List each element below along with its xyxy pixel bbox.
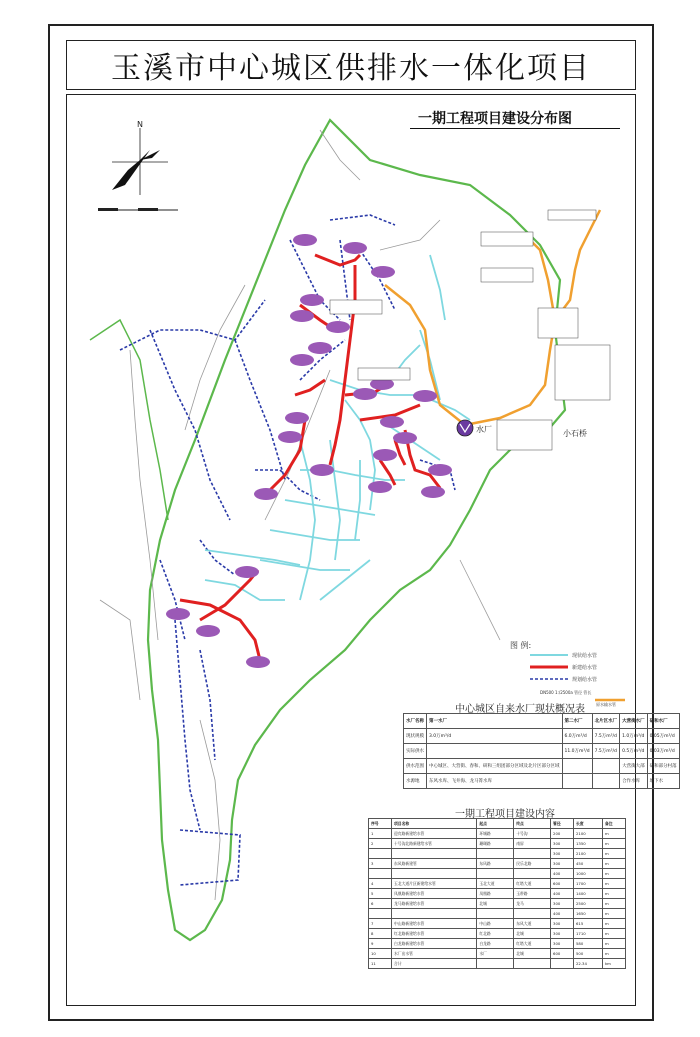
project-table-row bbox=[369, 859, 626, 869]
project-table-cell bbox=[369, 869, 392, 879]
project-table-row bbox=[369, 869, 626, 879]
project-table-cell: m bbox=[602, 849, 625, 859]
plant-table-cell: 7.5万m³/d bbox=[592, 729, 620, 744]
zone-marker bbox=[353, 388, 377, 400]
project-table-cell: 450 bbox=[574, 859, 603, 869]
project-table-cell bbox=[477, 869, 514, 879]
project-table-cell: 北城 bbox=[514, 929, 551, 939]
project-table-cell: 600 bbox=[551, 949, 574, 959]
legend-existing-label: 现状给水管 bbox=[572, 653, 598, 659]
project-table-row bbox=[369, 939, 626, 949]
project-table-cell: 环城路 bbox=[477, 829, 514, 839]
project-table-cell: 400 bbox=[551, 909, 574, 919]
table2-title: 一期工程项目建设内容 bbox=[455, 809, 555, 820]
project-table-cell: 中山路 bbox=[477, 919, 514, 929]
project-table-cell: 300 bbox=[551, 929, 574, 939]
water-plant-marker bbox=[457, 420, 473, 436]
legend-title: 图 例: bbox=[510, 641, 532, 650]
project-table-cell: 玉北大道 bbox=[477, 879, 514, 889]
project-table-header-row bbox=[369, 819, 626, 829]
project-table-cell: 1650 bbox=[574, 909, 603, 919]
zone-marker bbox=[310, 464, 334, 476]
project-table-row bbox=[369, 839, 626, 849]
project-table-header-cell: 管径 bbox=[551, 819, 574, 829]
project-table-cell: m bbox=[602, 909, 625, 919]
zone-marker bbox=[196, 625, 220, 637]
project-table-row bbox=[369, 849, 626, 859]
project-table-cell: m bbox=[602, 829, 625, 839]
project-table-cell: 玉带路 bbox=[514, 889, 551, 899]
project-table-cell: 北城 bbox=[477, 899, 514, 909]
project-table-cell: 200 bbox=[551, 829, 574, 839]
project-table-cell: 白龙路 bbox=[477, 939, 514, 949]
project-table-cell bbox=[514, 869, 551, 879]
project-table-cell: 22.34 bbox=[574, 959, 603, 969]
zone-marker bbox=[413, 390, 437, 402]
plant-table-cell: 现状规模 bbox=[404, 729, 427, 744]
project-table-cell: km bbox=[602, 959, 625, 969]
project-table-cell: 1400 bbox=[574, 889, 603, 899]
project-table-cell: 水厂 bbox=[477, 949, 514, 959]
project-table-cell bbox=[391, 909, 476, 919]
project-table-cell: 600 bbox=[551, 879, 574, 889]
project-table-cell bbox=[514, 849, 551, 859]
project-table-cell: 龙马 bbox=[514, 899, 551, 909]
project-table-cell: 东风路 bbox=[477, 859, 514, 869]
plant-table-cell: 水源地 bbox=[404, 774, 427, 789]
project-table-cell: 4 bbox=[369, 879, 392, 889]
project-table-cell: 民乐北路 bbox=[514, 859, 551, 869]
project-table-cell: 红塔大道 bbox=[514, 939, 551, 949]
project-table-cell bbox=[514, 909, 551, 919]
project-table-cell: 580 bbox=[574, 939, 603, 949]
plant-table-cell: 0.05万m³/d bbox=[647, 729, 679, 744]
project-table-cell: m bbox=[602, 889, 625, 899]
plant-table-row bbox=[404, 774, 680, 789]
project-table-row bbox=[369, 899, 626, 909]
zone-marker bbox=[380, 416, 404, 428]
project-table-cell: m bbox=[602, 949, 625, 959]
zone-marker bbox=[246, 656, 270, 668]
project-table-cell: 1710 bbox=[574, 929, 603, 939]
project-table-header-cell: 终点 bbox=[514, 819, 551, 829]
legend-note: DN500 1:/2500a 管径 管长 bbox=[540, 690, 592, 695]
zone-marker bbox=[421, 486, 445, 498]
plant-table-row bbox=[404, 759, 680, 774]
project-table-cell bbox=[391, 869, 476, 879]
plant-table-cell: 研和部分村落 bbox=[647, 759, 679, 774]
project-table-row bbox=[369, 879, 626, 889]
project-table-cell: 东风大道 bbox=[514, 919, 551, 929]
project-table-header-cell: 项目名称 bbox=[391, 819, 476, 829]
annotation-callouts bbox=[330, 210, 610, 450]
legend-raw-label: 原水输水管 bbox=[596, 702, 616, 707]
project-table-cell: 红北路新建给水管 bbox=[391, 929, 476, 939]
project-table-row bbox=[369, 919, 626, 929]
plant-table-cell: 地下水 bbox=[647, 774, 679, 789]
zone-marker bbox=[428, 464, 452, 476]
project-table-cell: 北城 bbox=[514, 949, 551, 959]
scale-bar bbox=[98, 208, 178, 211]
plant-table-cell: 6.0万m³/d bbox=[562, 729, 592, 744]
project-table-row bbox=[369, 959, 626, 969]
project-table-cell: 500 bbox=[574, 949, 603, 959]
plant-table-cell bbox=[592, 759, 620, 774]
project-table-cell bbox=[369, 849, 392, 859]
zone-marker bbox=[343, 242, 367, 254]
project-table-cell: 十号沟北路新建给水管 bbox=[391, 839, 476, 849]
zone-marker bbox=[290, 310, 314, 322]
project-table-cell bbox=[477, 909, 514, 919]
project-table-row bbox=[369, 929, 626, 939]
project-table-cell: 2100 bbox=[574, 829, 603, 839]
project-table-cell: 2 bbox=[369, 839, 392, 849]
project-table-cell: m bbox=[602, 899, 625, 909]
project-table-cell: 迎宾路新建给水管 bbox=[391, 829, 476, 839]
zone-marker bbox=[308, 342, 332, 354]
zone-marker bbox=[278, 431, 302, 443]
project-table-cell: 3 bbox=[369, 859, 392, 869]
plant-table-row bbox=[404, 744, 680, 759]
zone-marker bbox=[373, 449, 397, 461]
project-table-cell: 300 bbox=[551, 919, 574, 929]
zone-marker bbox=[300, 294, 324, 306]
zone-marker bbox=[254, 488, 278, 500]
plant-table-header-cell: 水厂名称 bbox=[404, 714, 427, 729]
project-table-cell: 300 bbox=[551, 939, 574, 949]
legend-new-label: 新建给水管 bbox=[572, 665, 598, 671]
project-table-cell: 9 bbox=[369, 939, 392, 949]
project-table-cell bbox=[477, 849, 514, 859]
plant-table-header-cell: 研和水厂 bbox=[647, 714, 679, 729]
project-table-cell: 1700 bbox=[574, 879, 603, 889]
project-table-row bbox=[369, 949, 626, 959]
plant-table-cell: 11.0万m³/d bbox=[562, 744, 592, 759]
plant-table-cell: 中心城区、大营街、春和、研和三组团部分区域及北片区部分区域 bbox=[427, 759, 563, 774]
zone-marker bbox=[371, 266, 395, 278]
project-table-cell bbox=[551, 959, 574, 969]
zone-marker bbox=[326, 321, 350, 333]
plant-table-cell: 供水范围 bbox=[404, 759, 427, 774]
project-table-cell: 1000 bbox=[574, 869, 603, 879]
legend-planned-label: 规划给水管 bbox=[572, 677, 598, 683]
district-boundary bbox=[90, 320, 168, 520]
zone-marker bbox=[166, 608, 190, 620]
town-label: 小石桥 bbox=[563, 429, 587, 438]
project-table-cell: 1 bbox=[369, 829, 392, 839]
project-table-cell: 11 bbox=[369, 959, 392, 969]
plant-status-table bbox=[403, 713, 680, 789]
project-table-cell: 2100 bbox=[574, 849, 603, 859]
project-table-cell: 5 bbox=[369, 889, 392, 899]
project-table-cell: 300 bbox=[551, 839, 574, 849]
plant-table-header-cell: 第一水厂 bbox=[427, 714, 563, 729]
plant-table-header-cell: 第二水厂 bbox=[562, 714, 592, 729]
plant-table-cell: 3.0万m³/d bbox=[427, 729, 563, 744]
project-table-cell: 2500 bbox=[574, 899, 603, 909]
plant-table-cell: 0.5万m³/d bbox=[620, 744, 648, 759]
plant-label: 水厂 bbox=[476, 425, 492, 434]
project-table-row bbox=[369, 829, 626, 839]
project-table-cell: 300 bbox=[551, 849, 574, 859]
project-table-cell: 400 bbox=[551, 869, 574, 879]
plant-table-cell bbox=[562, 759, 592, 774]
page-title: 玉溪市中心城区供排水一体化项目 bbox=[111, 51, 591, 86]
zone-marker bbox=[293, 234, 317, 246]
plant-table-cell: 1.0万m³/d bbox=[620, 729, 648, 744]
project-table-row bbox=[369, 909, 626, 919]
project-table-header-cell: 长度 bbox=[574, 819, 603, 829]
project-table-header-cell: 起点 bbox=[477, 819, 514, 829]
plant-table-header-cell: 北片区水厂 bbox=[592, 714, 620, 729]
plant-table-cell: 东风水库、飞井海、龙马箐水库 bbox=[427, 774, 563, 789]
project-table-cell: 十号沟 bbox=[514, 829, 551, 839]
project-content-table bbox=[368, 818, 626, 969]
project-table-cell: 水厂出水管 bbox=[391, 949, 476, 959]
project-table-cell: 合计 bbox=[391, 959, 476, 969]
project-table-cell bbox=[477, 959, 514, 969]
project-table-cell: 1350 bbox=[574, 839, 603, 849]
zone-marker bbox=[235, 566, 259, 578]
project-table-cell: 凤凰路新建给水管 bbox=[391, 889, 476, 899]
north-label: N bbox=[137, 120, 143, 129]
project-table-cell: 7 bbox=[369, 919, 392, 929]
project-table-cell bbox=[369, 909, 392, 919]
project-table-cell: 红北路 bbox=[477, 929, 514, 939]
project-table-header-cell: 序号 bbox=[369, 819, 392, 829]
project-table-cell: 615 bbox=[574, 919, 603, 929]
plant-table-cell bbox=[427, 744, 563, 759]
zone-marker bbox=[290, 354, 314, 366]
project-table-cell: m bbox=[602, 929, 625, 939]
project-table-cell: 400 bbox=[551, 889, 574, 899]
plant-table-row bbox=[404, 729, 680, 744]
plant-table-cell: 大营街大部 bbox=[620, 759, 648, 774]
project-table-cell: m bbox=[602, 859, 625, 869]
project-table-cell: 10 bbox=[369, 949, 392, 959]
compass bbox=[112, 128, 168, 195]
zone-marker bbox=[368, 481, 392, 493]
project-table-cell: m bbox=[602, 939, 625, 949]
project-table-cell: m bbox=[602, 869, 625, 879]
plant-table-cell bbox=[592, 774, 620, 789]
project-table-cell bbox=[514, 959, 551, 969]
map-subtitle: 一期工程项目建设分布图 bbox=[418, 111, 572, 127]
plant-table-header-row bbox=[404, 714, 680, 729]
plant-table-cell: 合作水库 bbox=[620, 774, 648, 789]
plant-table-header-cell: 大营街水厂 bbox=[620, 714, 648, 729]
project-table-cell: 红塔大道 bbox=[514, 879, 551, 889]
project-table-cell: 8 bbox=[369, 929, 392, 939]
project-table-cell: m bbox=[602, 919, 625, 929]
project-table-cell: 珊瑚路 bbox=[477, 839, 514, 849]
project-table-cell: 东风路新建管 bbox=[391, 859, 476, 869]
project-table-cell: 龙马路新建给水管 bbox=[391, 899, 476, 909]
table1-title: 中心城区自来水厂现状概况表 bbox=[455, 704, 585, 715]
project-table-cell: m bbox=[602, 879, 625, 889]
plant-table-cell: 实际供水 bbox=[404, 744, 427, 759]
project-table-row bbox=[369, 889, 626, 899]
project-table-cell: 玉北大道片区新建给水管 bbox=[391, 879, 476, 889]
project-table-cell: 南屏 bbox=[514, 839, 551, 849]
project-table-cell: m bbox=[602, 839, 625, 849]
project-table-cell: 中山路新建给水管 bbox=[391, 919, 476, 929]
project-table-cell: 300 bbox=[551, 899, 574, 909]
project-table-cell: 凤凰路 bbox=[477, 889, 514, 899]
plant-table-cell: 0.03万m³/d bbox=[647, 744, 679, 759]
zone-marker bbox=[285, 412, 309, 424]
plant-table-cell: 7.5万m³/d bbox=[592, 744, 620, 759]
project-table-cell bbox=[391, 849, 476, 859]
project-table-cell: 6 bbox=[369, 899, 392, 909]
project-table-cell: 300 bbox=[551, 859, 574, 869]
project-table-header-cell: 备注 bbox=[602, 819, 625, 829]
project-table-cell: 白龙路新建给水管 bbox=[391, 939, 476, 949]
plant-table-cell bbox=[562, 774, 592, 789]
zone-marker bbox=[393, 432, 417, 444]
